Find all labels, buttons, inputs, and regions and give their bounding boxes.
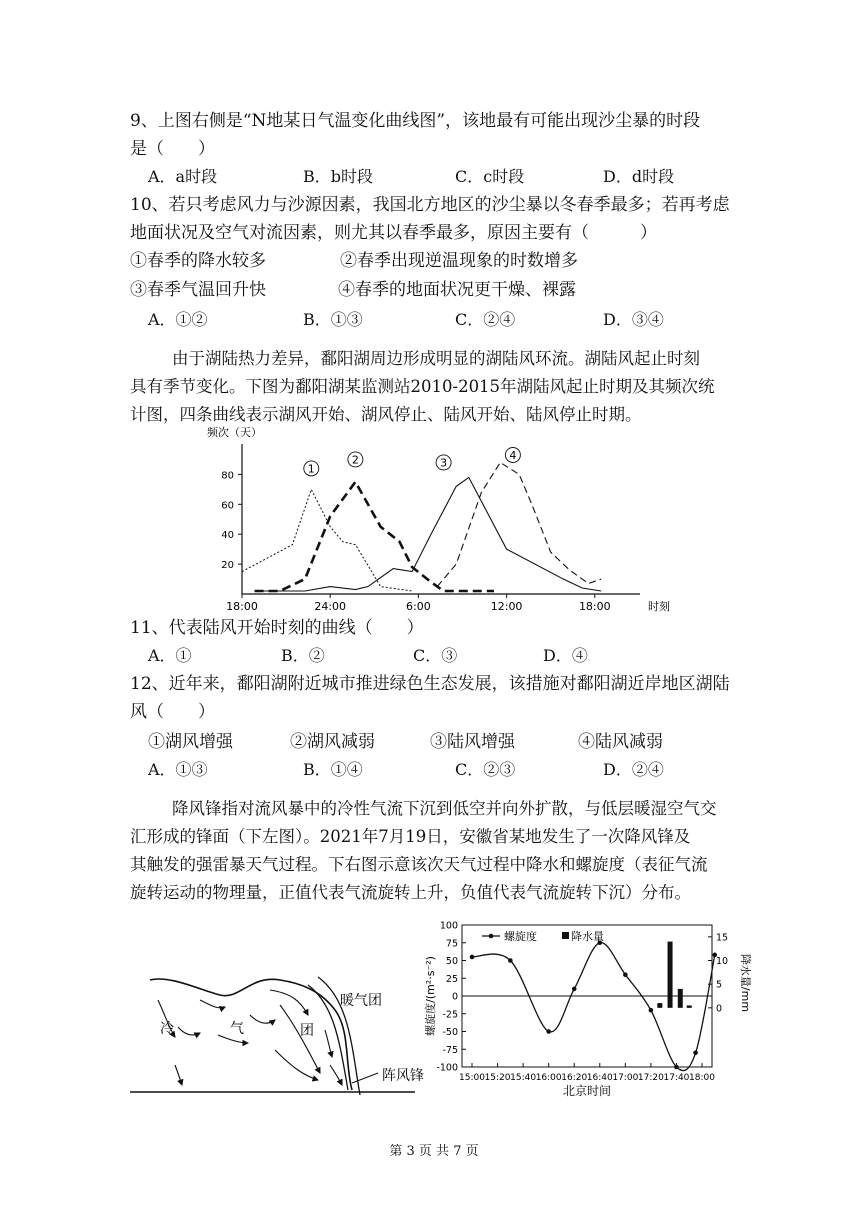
q11-stem: 11、代表陆风开始时刻的曲线（ ） [130, 618, 424, 638]
q12-item-2: ②湖风减弱 [290, 732, 375, 752]
gust-front-diagram [130, 955, 430, 1100]
c2-helicity-point [470, 955, 475, 960]
c2-y2-axis-title: 降水量/mm [739, 953, 752, 1013]
c2-helicity-point [572, 987, 577, 992]
q11-option-b[interactable]: B．② [281, 646, 325, 665]
c2-y-tick-label: -50 [442, 1027, 458, 1038]
c1-x-tick-label: 24:00 [314, 600, 347, 612]
q11-option-d[interactable]: D．④ [543, 646, 588, 665]
q9-option-a[interactable]: A．a时段 [148, 167, 218, 186]
c2-precip-bar [668, 942, 673, 1008]
page-footer: 第 3 页 共 7 页 [389, 1144, 479, 1159]
q10-option-c[interactable]: C．②④ [455, 310, 516, 329]
q12-item-3: ③陆风增强 [430, 732, 515, 752]
q12-option-c[interactable]: C．②③ [455, 760, 516, 779]
c2-x-axis-title: 北京时间 [562, 1084, 612, 1098]
c2-precip-bar [687, 1005, 692, 1007]
c1-y-axis-title: 频次（天） [207, 426, 262, 439]
c2-precip-bar [657, 1003, 662, 1008]
c2-y-tick-label: 0 [451, 991, 458, 1003]
passage2-line3: 其触发的强雷暴天气过程。下右图示意该次天气过程中降水和螺旋度（表征气流 [130, 855, 708, 874]
c2-helicity-point [546, 1029, 551, 1034]
c2-y2-tick-label: 15 [716, 932, 729, 944]
c2-y-tick-label: -75 [442, 1044, 458, 1056]
c2-y-tick-label: 75 [445, 938, 458, 950]
c1-series-label-1: 1 [307, 462, 315, 476]
passage2-line2: 汇形成的锋面（下左图）。2021年7月19日，安徽省某地发生了一次降风锋及 [130, 827, 691, 846]
q9-option-b[interactable]: B．b时段 [303, 167, 374, 186]
q10-item-3: ③春季气温回升快 [130, 280, 266, 300]
c2-helicity-point [649, 1008, 654, 1013]
c1-series-1 [242, 489, 412, 591]
c1-series-2 [255, 482, 494, 591]
warm-air-label: 暖气团 [340, 993, 382, 1009]
q10-item-2: ②春季出现逆温现象的时数增多 [340, 251, 578, 271]
c1-series-label-4: 4 [509, 448, 517, 462]
c2-helicity-point [508, 958, 513, 963]
q12-item-1: ①湖风增强 [148, 732, 233, 752]
q10-option-d[interactable]: D．③④ [603, 310, 664, 329]
c1-y-tick-label: 60 [221, 500, 234, 512]
q12-option-b[interactable]: B．①④ [303, 760, 363, 779]
c2-x-tick-label: 18:00 [689, 1073, 715, 1083]
lake-land-breeze-chart [200, 422, 680, 612]
c2-y-tick-label: 25 [445, 973, 458, 985]
passage2-line1: 降风锋指对流风暴中的冷性气流下沉到低空并向外扩散，与低层暖湿空气交 [172, 799, 717, 818]
q9-option-c[interactable]: C．c时段 [455, 167, 525, 186]
q12-stem-line1: 12、近年来，鄱阳湖附近城市推进绿色生态发展，该措施对鄱阳湖近岸地区湖陆 [130, 674, 730, 694]
q12-option-d[interactable]: D．②④ [603, 760, 664, 779]
c2-y-tick-label: -25 [442, 1009, 458, 1021]
cold-label-3: 团 [300, 1023, 314, 1039]
c2-x-tick-label: 17:40 [663, 1073, 690, 1083]
q12-item-4: ④陆风减弱 [578, 732, 663, 752]
c2-x-tick-label: 15:40 [510, 1073, 537, 1083]
airflow-arrows [158, 990, 342, 1085]
c1-y-tick-label: 80 [221, 470, 234, 482]
c2-x-tick-label: 16:20 [561, 1073, 588, 1083]
c1-x-tick-label: 18:00 [226, 600, 258, 612]
c2-y2-tick-label: 5 [716, 979, 723, 991]
c1-x-tick-label: 12:00 [490, 600, 523, 612]
c1-y-tick-label: 40 [221, 530, 234, 542]
passage1-line3: 计图，四条曲线表示湖风开始、湖风停止、陆风开始、陆风停止时期。 [130, 405, 642, 424]
c2-y2-tick-label: 0 [716, 1003, 723, 1015]
c2-helicity-point [693, 1051, 698, 1056]
c1-x-tick-label: 18:00 [578, 600, 611, 612]
c2-legend-precip: 降水量 [571, 930, 604, 943]
c2-x-tick-label: 17:00 [612, 1073, 639, 1083]
q9-option-d[interactable]: D．d时段 [603, 167, 675, 186]
c2-x-tick-label: 15:00 [459, 1073, 485, 1083]
q11-option-c[interactable]: C．③ [413, 646, 458, 665]
c1-series-4 [437, 462, 601, 586]
gust-front-label: 阵风锋 [382, 1068, 424, 1084]
q12-stem-line2: 风（ ） [130, 702, 215, 722]
q12-option-a[interactable]: A．①③ [148, 760, 208, 779]
cold-label-1: 冷 [160, 1021, 174, 1037]
c2-legend-square [562, 932, 569, 939]
q10-item-1: ①春季的降水较多 [130, 251, 266, 271]
c1-y-tick-label: 20 [221, 560, 234, 572]
c2-helicity-point [674, 1065, 679, 1070]
passage2-line4: 旋转运动的物理量，正值代表气流旋转上升，负值代表气流旋转下沉）分布。 [130, 883, 691, 902]
q10-stem-line2: 地面状况及空气对流因素，则尤其以春季最多，原因主要有（ ） [130, 223, 657, 243]
c2-x-tick-label: 16:00 [535, 1073, 562, 1083]
c2-precip-bar [678, 989, 683, 1008]
q10-option-b[interactable]: B．①③ [303, 310, 363, 329]
cold-label-2: 气 [230, 1021, 244, 1037]
helicity-precip-chart [420, 915, 770, 1100]
q10-option-a[interactable]: A．①② [148, 310, 208, 329]
c2-legend-helicity: 螺旋度 [504, 930, 537, 943]
c1-series-label-2: 2 [351, 453, 359, 467]
q10-stem-line1: 10、若只考虑风力与沙源因素，我国北方地区的沙尘暴以冬春季最多；若再考虑 [130, 195, 730, 215]
q10-item-4: ④春季的地面状况更干燥、裸露 [338, 280, 576, 300]
c1-series-label-3: 3 [440, 456, 448, 470]
q9-stem-line1: 9、上图右侧是“N地某日气温变化曲线图”，该地最有可能出现沙尘暴的时段 [130, 111, 701, 131]
c2-x-tick-label: 16:40 [586, 1073, 613, 1083]
c1-x-tick-label: 6:00 [406, 600, 431, 612]
c2-helicity-point [623, 972, 628, 977]
c2-y2-tick-label: 10 [716, 956, 729, 967]
c2-x-tick-label: 15:20 [484, 1073, 511, 1083]
c2-legend-dot [489, 934, 494, 939]
cold-air-outline [150, 979, 352, 1090]
q11-option-a[interactable]: A．① [148, 646, 192, 665]
passage1-line2: 具有季节变化。下图为鄱阳湖某监测站2010-2015年湖陆风起止时期及其频次统 [130, 377, 715, 396]
c2-y-axis-title: 螺旋度/(m²·s⁻²) [424, 956, 437, 1036]
q9-stem-line2: 是（ ） [130, 139, 215, 159]
c2-x-tick-label: 17:20 [637, 1073, 664, 1083]
c2-y-tick-label: 100 [439, 920, 458, 932]
c2-y-tick-label: 50 [445, 956, 458, 967]
c1-x-axis-title: 时刻 [648, 600, 670, 612]
c2-y-tick-label: -100 [436, 1062, 458, 1074]
passage1-line1: 由于湖陆热力差异，鄱阳湖周边形成明显的湖陆风环流。湖陆风起止时刻 [172, 349, 700, 368]
